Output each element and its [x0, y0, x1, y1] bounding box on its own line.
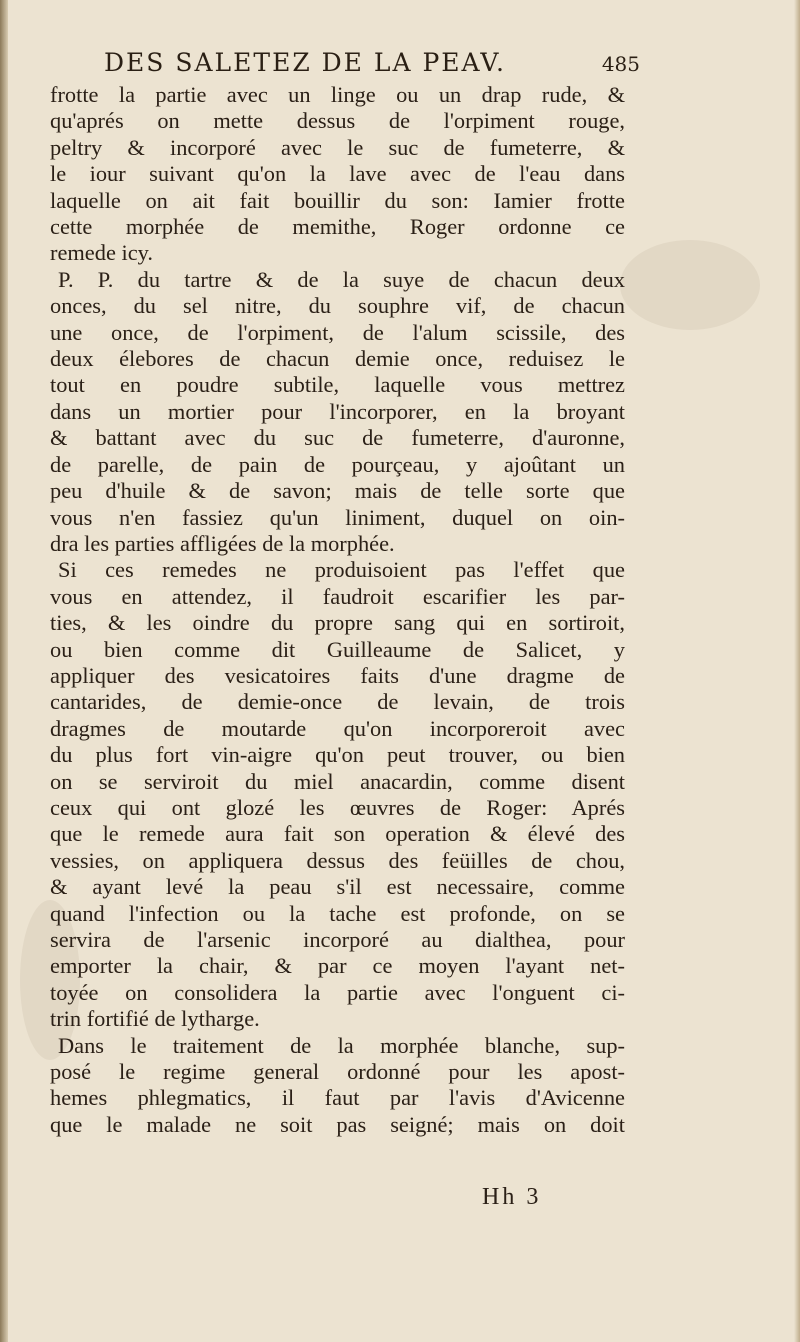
text-line: le iour suivant qu'on la lave avec de l'eau dans [50, 161, 625, 187]
text-line: toyée on consolidera la partie avec l'onguent ci- [50, 979, 625, 1005]
text-line: remede icy. [50, 240, 153, 266]
text-line: dra les parties affligées de la morphée. [50, 530, 395, 556]
text-line: tout en poudre subtile, laquelle vous mettrez [50, 372, 625, 398]
text-line: que le malade ne soit pas seigné; mais on doit [50, 1111, 625, 1137]
text-line: vous en attendez, il faudroit escarifier les par- [50, 583, 625, 609]
text-line: qu'aprés on mette dessus de l'orpiment rouge, [50, 108, 625, 134]
running-title: DES SALETEZ DE LA PEAV. [104, 48, 506, 77]
text-line: peltry & incorporé avec le suc de fumeterre, & [50, 134, 625, 160]
page-number: 485 [601, 52, 640, 76]
text-line: trin fortifié de lytharge. [50, 1006, 260, 1032]
text-line: & ayant levé la peau s'il est necessaire, comme [50, 874, 625, 900]
text-line: vous n'en fassiez qu'un liniment, duquel on oin- [50, 504, 625, 530]
page-header [104, 48, 640, 82]
text-line: Si ces remedes ne produisoient pas l'effet que [58, 557, 625, 583]
text-line: du plus fort vin-aigre qu'on peut trouver, ou bien [50, 742, 625, 768]
text-line: ceux qui ont glozé les œuvres de Roger: Aprés [50, 794, 625, 820]
signature-mark: Hh 3 [482, 1184, 542, 1210]
body-text [50, 82, 625, 1138]
paper-stain [620, 240, 760, 330]
text-line: posé le regime general ordonné pour les apost- [50, 1059, 625, 1085]
text-line: on se serviroit du miel anacardin, comme disent [50, 768, 625, 794]
text-line: & battant avec du suc de fumeterre, d'auronne, [50, 425, 625, 451]
text-line: cantarides, de demie-once de levain, de trois [50, 689, 625, 715]
text-line: emporter la chair, & par ce moyen l'ayant net- [50, 953, 625, 979]
text-line: laquelle on ait fait bouillir du son: Iamier frotte [50, 187, 625, 213]
text-line: cette morphée de memithe, Roger ordonne ce [50, 214, 625, 240]
text-line: Dans le traitement de la morphée blanche, sup- [58, 1032, 625, 1058]
text-line: appliquer des vesicatoires faits d'une dragme de [50, 662, 625, 688]
text-line: frotte la partie avec un linge ou un drap rude, & [50, 82, 625, 107]
text-line: dans un mortier pour l'incorporer, en la broyant [50, 398, 625, 424]
text-line: ties, & les oindre du propre sang qui en sortiroit, [50, 610, 625, 636]
text-line: deux élebores de chacun demie once, reduisez le [50, 346, 625, 372]
text-line: P. P. du tartre & de la suye de chacun deux [58, 266, 625, 292]
text-line: onces, du sel nitre, du souphre vif, de chacun [50, 293, 625, 319]
text-line: dragmes de moutarde qu'on incorporeroit avec [50, 715, 625, 741]
text-line: servira de l'arsenic incorporé au dialthea, pour [50, 927, 625, 952]
text-line: peu d'huile & de savon; mais de telle sorte que [50, 478, 625, 504]
text-line: une once, de l'orpiment, de l'alum scissile, des [50, 319, 625, 345]
text-line: hemes phlegmatics, il faut par l'avis d'Avicenne [50, 1085, 625, 1111]
text-line: vessies, on appliquera dessus des feüilles de chou, [50, 847, 625, 873]
text-line: de parelle, de pain de pourçeau, y ajoûtant un [50, 451, 625, 477]
text-line: quand l'infection ou la tache est profonde, on se [50, 900, 625, 926]
text-line: que le remede aura fait son operation & élevé des [50, 821, 625, 847]
text-line: ou bien comme dit Guilleaume de Salicet, y [50, 636, 625, 662]
